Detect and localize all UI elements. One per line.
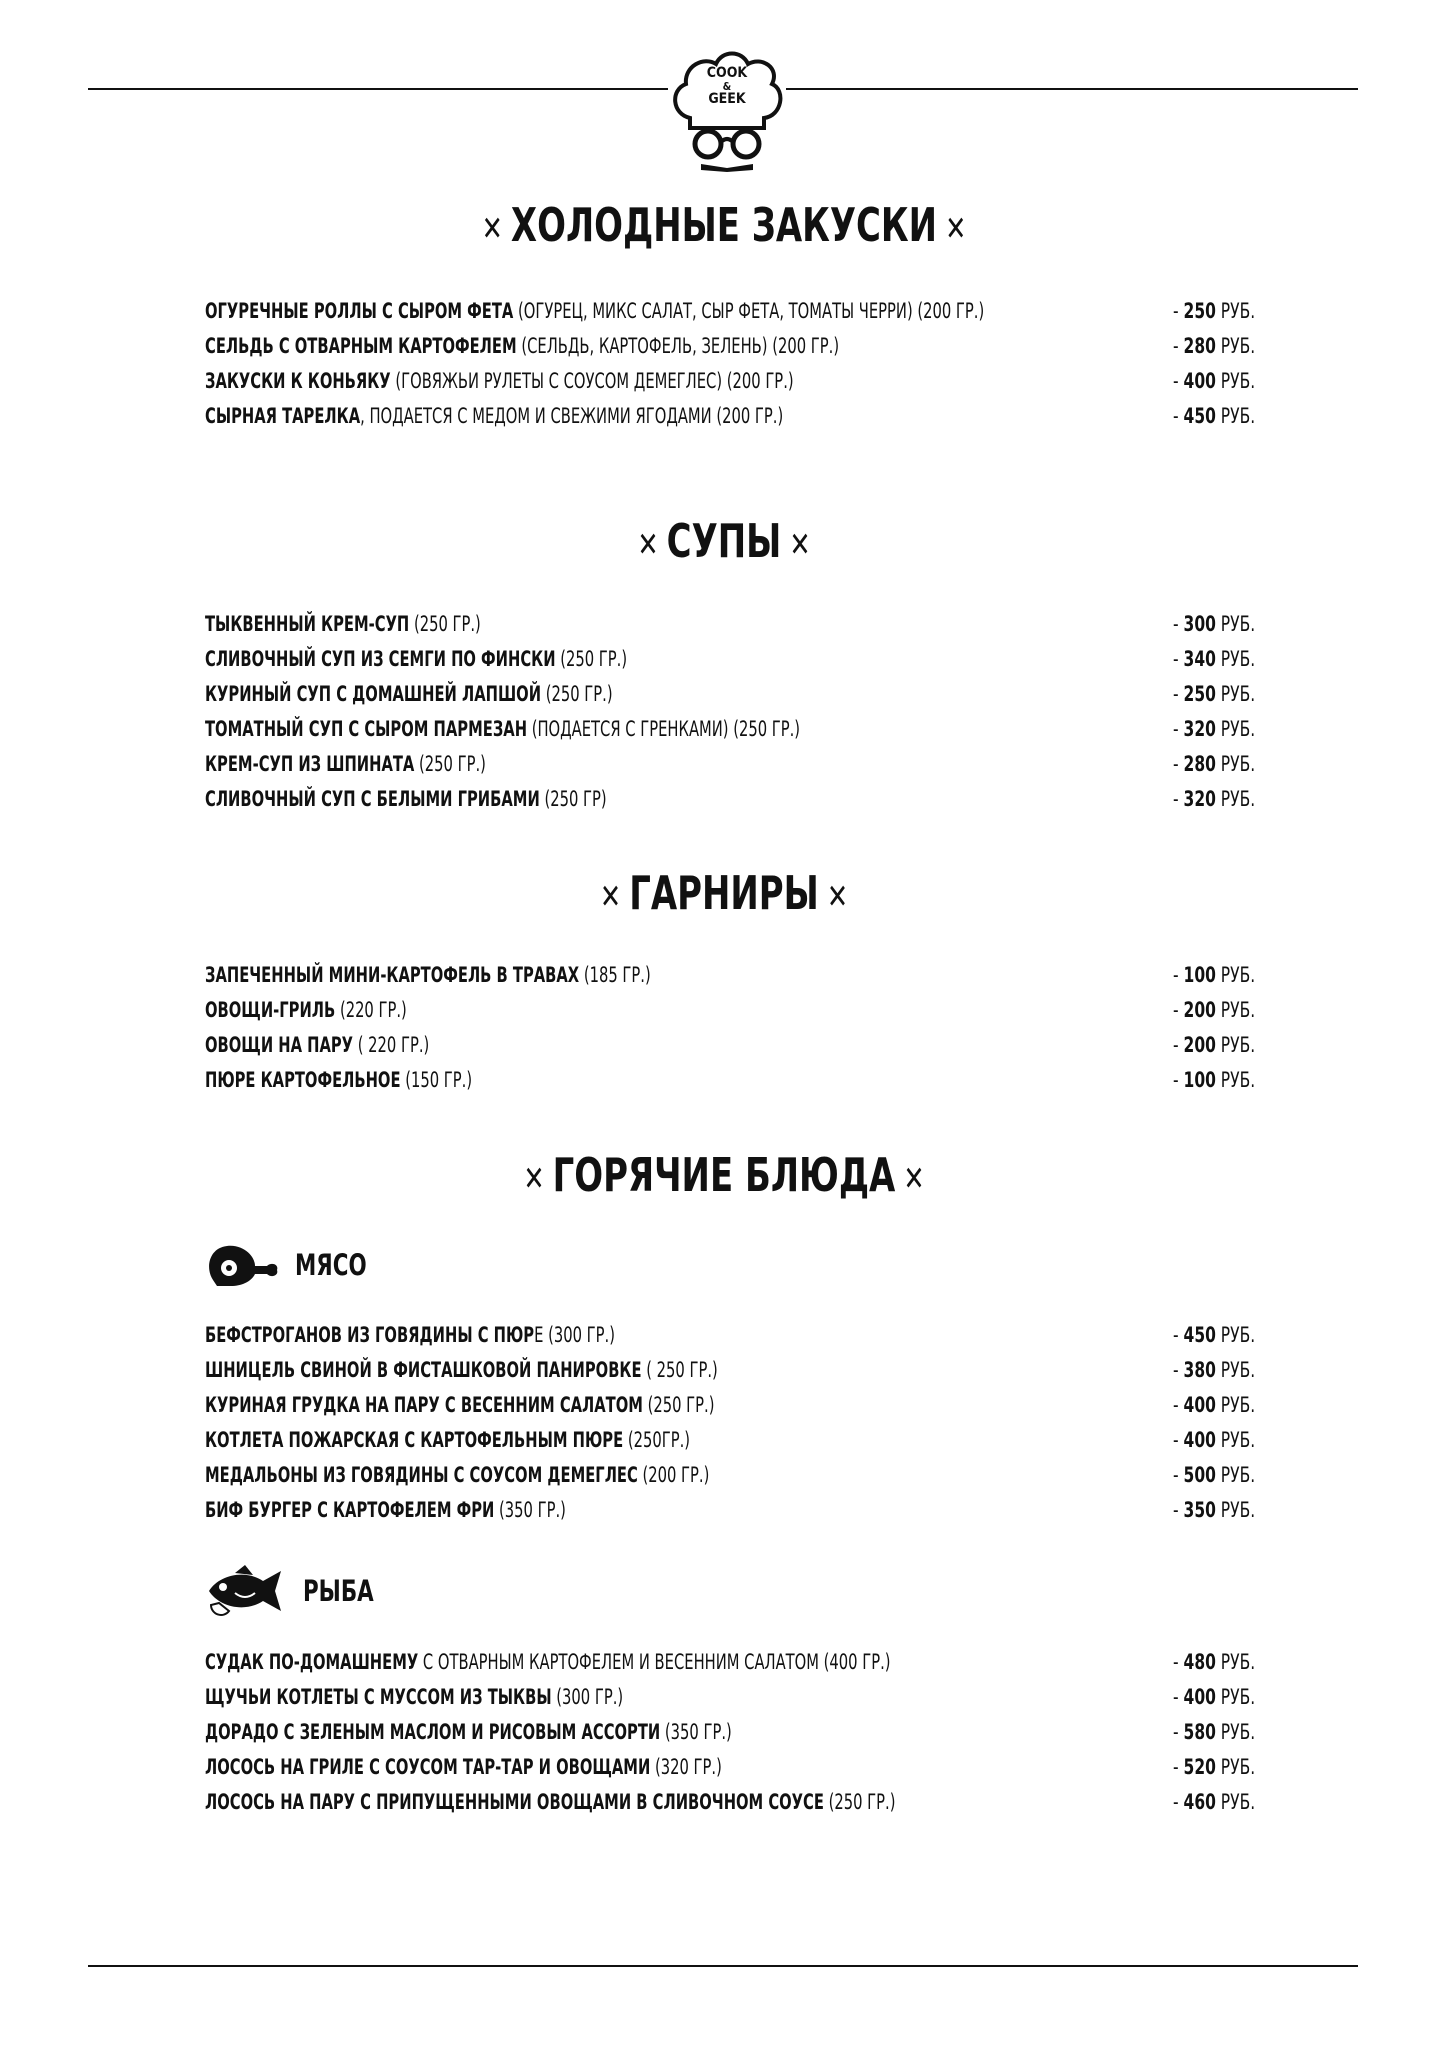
menu-item-detail: (150 ГР.) — [400, 1068, 473, 1092]
menu-item-detail: (250 ГР.) — [409, 612, 481, 636]
price-currency: РУБ. — [1215, 1790, 1255, 1814]
price-amount: 520 — [1183, 1755, 1216, 1779]
price-prefix: - — [1172, 1463, 1184, 1487]
menu-item-price — [1173, 399, 1255, 434]
menu-item — [205, 1063, 1255, 1098]
menu-item — [205, 1750, 1255, 1785]
price-prefix: - — [1172, 717, 1184, 741]
menu-item-name: ТОМАТНЫЙ СУП С СЫРОМ ПАРМЕЗАН — [205, 717, 528, 741]
price-prefix: - — [1172, 1685, 1184, 1709]
bottom-divider — [88, 1965, 1358, 1967]
price-amount: 200 — [1183, 998, 1216, 1022]
menu-item-detail: (185 ГР.) — [579, 963, 651, 987]
menu-item — [205, 399, 1255, 434]
menu-item-detail: (ОГУРЕЦ, МИКС САЛАТ, СЫР ФЕТА, ТОМАТЫ ЧЕРРИ) (200 ГР.) — [513, 299, 985, 323]
section-title-cold-appetizers — [130, 198, 1317, 252]
menu-item-price — [1173, 294, 1255, 329]
price-currency: РУБ. — [1215, 1358, 1255, 1382]
menu-item-name: СЕЛЬДЬ С ОТВАРНЫМ КАРТОФЕЛЕМ — [205, 334, 517, 358]
price-amount: 400 — [1183, 1685, 1216, 1709]
section-title-text: ГОРЯЧИЕ БЛЮДА — [552, 1148, 896, 1202]
cross-icon: ✕ — [903, 1158, 925, 1199]
menu-item-detail: (300 ГР.) — [551, 1685, 624, 1709]
fish-subheading — [205, 1566, 389, 1616]
cross-icon: ✕ — [481, 208, 503, 249]
menu-item — [205, 712, 1255, 747]
menu-item-description — [205, 1458, 709, 1493]
price-currency: РУБ. — [1215, 1068, 1255, 1092]
menu-item-name: ЗАПЕЧЕННЫЙ МИНИ-КАРТОФЕЛЬ В ТРАВАХ — [205, 963, 580, 987]
menu-item-detail: (200 ГР.) — [637, 1463, 710, 1487]
menu-item-price — [1173, 782, 1255, 817]
menu-item-name: ОВОЩИ НА ПАРУ — [205, 1033, 354, 1057]
garnish-list — [205, 958, 1255, 1098]
price-amount: 100 — [1183, 1068, 1216, 1092]
menu-item-detail: (220 ГР.) — [335, 998, 407, 1022]
menu-item — [205, 607, 1255, 642]
chef-hat-icon — [668, 44, 786, 172]
menu-item — [205, 1318, 1255, 1353]
menu-item-detail: (350 ГР.) — [660, 1720, 732, 1744]
price-prefix: - — [1172, 1393, 1184, 1417]
menu-item — [205, 642, 1255, 677]
menu-item-description — [205, 607, 481, 642]
price-currency: РУБ. — [1215, 787, 1255, 811]
price-amount: 250 — [1183, 299, 1216, 323]
menu-item-price — [1173, 1353, 1255, 1388]
menu-item-name: СУДАК ПО-ДОМАШНЕМУ — [205, 1650, 419, 1674]
menu-item — [205, 1785, 1255, 1820]
price-amount: 480 — [1183, 1650, 1216, 1674]
menu-item-name: ДОРАДО С ЗЕЛЕНЫМ МАСЛОМ И РИСОВЫМ АССОРТИ — [205, 1720, 661, 1744]
price-amount: 380 — [1183, 1358, 1216, 1382]
price-prefix: - — [1172, 752, 1184, 776]
menu-item-description — [205, 958, 651, 993]
menu-item-description — [205, 1028, 429, 1063]
price-amount: 400 — [1183, 1428, 1216, 1452]
price-currency: РУБ. — [1215, 1428, 1255, 1452]
section-title-garnish — [130, 866, 1317, 920]
menu-item-description — [205, 1645, 891, 1680]
section-title-hot-dishes — [130, 1148, 1317, 1202]
price-prefix: - — [1172, 787, 1184, 811]
section-title-text: ГАРНИРЫ — [629, 866, 819, 920]
menu-item-detail: (250 ГР) — [539, 787, 607, 811]
soups-list — [205, 607, 1255, 817]
price-prefix: - — [1172, 1358, 1184, 1382]
price-currency: РУБ. — [1215, 404, 1255, 428]
meat-subheading-label: МЯСО — [295, 1248, 367, 1282]
menu-item-name: КОТЛЕТА ПОЖАРСКАЯ С КАРТОФЕЛЬНЫМ ПЮРЕ — [205, 1428, 624, 1452]
price-amount: 350 — [1183, 1498, 1216, 1522]
menu-item-detail: (250 ГР.) — [541, 682, 613, 706]
menu-item — [205, 1493, 1255, 1528]
section-title-soups — [130, 514, 1317, 568]
menu-item-name: СЛИВОЧНЫЙ СУП ИЗ СЕМГИ ПО ФИНСКИ — [205, 647, 556, 671]
menu-item — [205, 677, 1255, 712]
price-prefix: - — [1172, 1720, 1184, 1744]
menu-item — [205, 364, 1255, 399]
menu-item-description — [205, 1785, 895, 1820]
price-prefix: - — [1172, 334, 1184, 358]
price-currency: РУБ. — [1215, 647, 1255, 671]
price-amount: 250 — [1183, 682, 1216, 706]
menu-item-description — [205, 782, 607, 817]
section-title-text: ХОЛОДНЫЕ ЗАКУСКИ — [510, 198, 938, 252]
menu-item-price — [1173, 1063, 1255, 1098]
menu-item-detail: (250 ГР.) — [555, 647, 628, 671]
price-amount: 450 — [1183, 1323, 1216, 1347]
menu-item-name: ЛОСОСЬ НА ПАРУ С ПРИПУЩЕННЫМИ ОВОЩАМИ В СЛИВОЧНОМ СОУСЕ — [205, 1790, 824, 1814]
menu-item-detail: (250 ГР.) — [414, 752, 486, 776]
price-prefix: - — [1172, 963, 1184, 987]
price-currency: РУБ. — [1215, 752, 1255, 776]
menu-item-price — [1173, 1388, 1255, 1423]
menu-item-price — [1173, 1493, 1255, 1528]
price-amount: 280 — [1183, 752, 1216, 776]
price-amount: 320 — [1183, 717, 1216, 741]
meat-dishes-list — [205, 1318, 1255, 1528]
price-prefix: - — [1172, 1033, 1184, 1057]
menu-item-description — [205, 399, 783, 434]
menu-item-price — [1173, 1423, 1255, 1458]
menu-item-description — [205, 1715, 732, 1750]
cross-icon: ✕ — [637, 524, 659, 565]
meat-subheading — [205, 1240, 382, 1290]
cross-icon: ✕ — [599, 876, 622, 917]
cross-icon: ✕ — [523, 1158, 545, 1199]
menu-item-name: ЛОСОСЬ НА ГРИЛЕ С СОУСОМ ТАР-ТАР И ОВОЩАМИ — [205, 1755, 651, 1779]
ham-leg-icon — [205, 1242, 281, 1288]
price-amount: 200 — [1183, 1033, 1216, 1057]
menu-item — [205, 958, 1255, 993]
logo-text-amp: & — [722, 80, 732, 93]
price-prefix: - — [1172, 647, 1184, 671]
menu-item-name: СЛИВОЧНЫЙ СУП С БЕЛЫМИ ГРИБАМИ — [205, 787, 540, 811]
price-amount: 340 — [1183, 647, 1216, 671]
price-currency: РУБ. — [1215, 682, 1255, 706]
menu-item-description — [205, 1750, 722, 1785]
price-prefix: - — [1172, 1068, 1184, 1092]
menu-item-detail: , ПОДАЕТСЯ С МЕДОМ И СВЕЖИМИ ЯГОДАМИ (200 ГР.) — [360, 404, 784, 428]
price-currency: РУБ. — [1215, 717, 1255, 741]
price-currency: РУБ. — [1215, 612, 1255, 636]
menu-item-price — [1173, 1785, 1255, 1820]
menu-item-price — [1173, 958, 1255, 993]
price-prefix: - — [1172, 998, 1184, 1022]
menu-item-description — [205, 712, 800, 747]
menu-item-price — [1173, 1715, 1255, 1750]
menu-item — [205, 993, 1255, 1028]
menu-item-detail: Е (300 ГР.) — [534, 1323, 615, 1347]
menu-item-price — [1173, 712, 1255, 747]
menu-item-description — [205, 329, 839, 364]
menu-item-name: ТЫКВЕННЫЙ КРЕМ-СУП — [205, 612, 410, 636]
menu-item-price — [1173, 1680, 1255, 1715]
price-currency: РУБ. — [1215, 1323, 1255, 1347]
price-amount: 580 — [1183, 1720, 1216, 1744]
menu-item — [205, 1353, 1255, 1388]
menu-item-description — [205, 1423, 690, 1458]
menu-item-price — [1173, 607, 1255, 642]
menu-item-price — [1173, 993, 1255, 1028]
price-amount: 460 — [1183, 1790, 1216, 1814]
price-prefix: - — [1172, 404, 1184, 428]
menu-item-name: КУРИНЫЙ СУП С ДОМАШНЕЙ ЛАПШОЙ — [205, 682, 542, 706]
price-prefix: - — [1172, 1428, 1184, 1452]
menu-item-detail: (ПОДАЕТСЯ С ГРЕНКАМИ) (250 ГР.) — [527, 717, 801, 741]
menu-item-description — [205, 1493, 566, 1528]
menu-item-name: СЫРНАЯ ТАРЕЛКА — [205, 404, 361, 428]
price-amount: 320 — [1183, 787, 1216, 811]
menu-item — [205, 1423, 1255, 1458]
logo-text-cook: COOK — [706, 65, 748, 81]
cross-icon: ✕ — [826, 876, 849, 917]
menu-item — [205, 782, 1255, 817]
price-currency: РУБ. — [1215, 1720, 1255, 1744]
price-currency: РУБ. — [1215, 1033, 1255, 1057]
cross-icon: ✕ — [945, 208, 967, 249]
menu-item — [205, 1645, 1255, 1680]
menu-item — [205, 329, 1255, 364]
price-amount: 400 — [1183, 369, 1216, 393]
price-prefix: - — [1172, 1650, 1184, 1674]
price-amount: 400 — [1183, 1393, 1216, 1417]
price-amount: 500 — [1183, 1463, 1216, 1487]
menu-item-price — [1173, 1750, 1255, 1785]
price-prefix: - — [1172, 682, 1184, 706]
menu-item-detail: (320 ГР.) — [650, 1755, 722, 1779]
price-currency: РУБ. — [1215, 1498, 1255, 1522]
menu-item-name: МЕДАЛЬОНЫ ИЗ ГОВЯДИНЫ С СОУСОМ ДЕМЕГЛЕС — [205, 1463, 638, 1487]
price-prefix: - — [1172, 1323, 1184, 1347]
menu-item-detail: (СЕЛЬДЬ, КАРТОФЕЛЬ, ЗЕЛЕНЬ) (200 ГР.) — [516, 334, 840, 358]
menu-item-price — [1173, 1318, 1255, 1353]
menu-item — [205, 294, 1255, 329]
cold-appetizers-list — [205, 294, 1255, 434]
menu-item-name: ПЮРЕ КАРТОФЕЛЬНОЕ — [205, 1068, 401, 1092]
menu-item-detail: (ГОВЯЖЬИ РУЛЕТЫ С СОУСОМ ДЕМЕГЛЕС) (200 ГР.) — [390, 369, 794, 393]
menu-item-name: ШНИЦЕЛЬ СВИНОЙ В ФИСТАШКОВОЙ ПАНИРОВКЕ — [205, 1358, 642, 1382]
menu-item-name: БИФ БУРГЕР С КАРТОФЕЛЕМ ФРИ — [205, 1498, 495, 1522]
menu-item-name: ЩУЧЬИ КОТЛЕТЫ С МУССОМ ИЗ ТЫКВЫ — [205, 1685, 552, 1709]
menu-item — [205, 747, 1255, 782]
menu-item-detail: (250 ГР.) — [823, 1790, 896, 1814]
menu-item-detail: ( 250 ГР.) — [641, 1358, 718, 1382]
price-currency: РУБ. — [1215, 369, 1255, 393]
menu-item-description — [205, 294, 984, 329]
price-currency: РУБ. — [1215, 1393, 1255, 1417]
section-title-text: СУПЫ — [666, 514, 782, 568]
price-currency: РУБ. — [1215, 1650, 1255, 1674]
menu-item-price — [1173, 747, 1255, 782]
menu-item — [205, 1680, 1255, 1715]
menu-item-description — [205, 747, 486, 782]
cook-and-geek-logo — [668, 44, 786, 172]
menu-item-price — [1173, 642, 1255, 677]
menu-item-name: КУРИНАЯ ГРУДКА НА ПАРУ С ВЕСЕННИМ САЛАТОМ — [205, 1393, 643, 1417]
logo-text-geek: GEEK — [708, 91, 746, 107]
menu-item-detail: (250 ГР.) — [642, 1393, 715, 1417]
price-prefix: - — [1172, 299, 1184, 323]
cross-icon: ✕ — [789, 524, 811, 565]
menu-item-description — [205, 1318, 615, 1353]
menu-item-detail: ( 220 ГР.) — [353, 1033, 430, 1057]
menu-item-name: ОГУРЕЧНЫЕ РОЛЛЫ С СЫРОМ ФЕТА — [205, 299, 514, 323]
price-amount: 280 — [1183, 334, 1216, 358]
price-currency: РУБ. — [1215, 998, 1255, 1022]
menu-item-price — [1173, 677, 1255, 712]
price-prefix: - — [1172, 612, 1184, 636]
menu-item-detail: (350 ГР.) — [494, 1498, 566, 1522]
menu-item — [205, 1388, 1255, 1423]
menu-item-description — [205, 1353, 718, 1388]
price-amount: 100 — [1183, 963, 1216, 987]
menu-item-detail: (250ГР.) — [623, 1428, 691, 1452]
price-amount: 300 — [1183, 612, 1216, 636]
menu-item-description — [205, 1680, 623, 1715]
menu-item-name: БЕФСТРОГАНОВ ИЗ ГОВЯДИНЫ С ПЮР — [205, 1323, 535, 1347]
price-currency: РУБ. — [1215, 334, 1255, 358]
menu-item-description — [205, 364, 794, 399]
price-amount: 450 — [1183, 404, 1216, 428]
menu-item-description — [205, 1063, 472, 1098]
price-currency: РУБ. — [1215, 1755, 1255, 1779]
price-prefix: - — [1172, 369, 1184, 393]
price-currency: РУБ. — [1215, 1685, 1255, 1709]
price-prefix: - — [1172, 1498, 1184, 1522]
menu-item-price — [1173, 1458, 1255, 1493]
menu-item-detail: С ОТВАРНЫМ КАРТОФЕЛЕМ И ВЕСЕННИМ САЛАТОМ (400 ГР.) — [418, 1650, 891, 1674]
menu-item-price — [1173, 364, 1255, 399]
price-currency: РУБ. — [1215, 299, 1255, 323]
price-prefix: - — [1172, 1755, 1184, 1779]
menu-item-name: ЗАКУСКИ К КОНЬЯКУ — [205, 369, 391, 393]
menu-item-price — [1173, 1028, 1255, 1063]
menu-item-description — [205, 677, 613, 712]
fish-subheading-label: РЫБА — [303, 1574, 374, 1608]
menu-item — [205, 1458, 1255, 1493]
fish-icon — [205, 1565, 289, 1617]
menu-item — [205, 1715, 1255, 1750]
price-prefix: - — [1172, 1790, 1184, 1814]
fish-dishes-list — [205, 1645, 1255, 1820]
price-currency: РУБ. — [1215, 963, 1255, 987]
menu-item-description — [205, 993, 407, 1028]
menu-item-description — [205, 1388, 714, 1423]
menu-item-name: КРЕМ-СУП ИЗ ШПИНАТА — [205, 752, 415, 776]
menu-item-price — [1173, 1645, 1255, 1680]
menu-item-description — [205, 642, 627, 677]
menu-item-price — [1173, 329, 1255, 364]
menu-item — [205, 1028, 1255, 1063]
price-currency: РУБ. — [1215, 1463, 1255, 1487]
menu-item-name: ОВОЩИ-ГРИЛЬ — [205, 998, 336, 1022]
